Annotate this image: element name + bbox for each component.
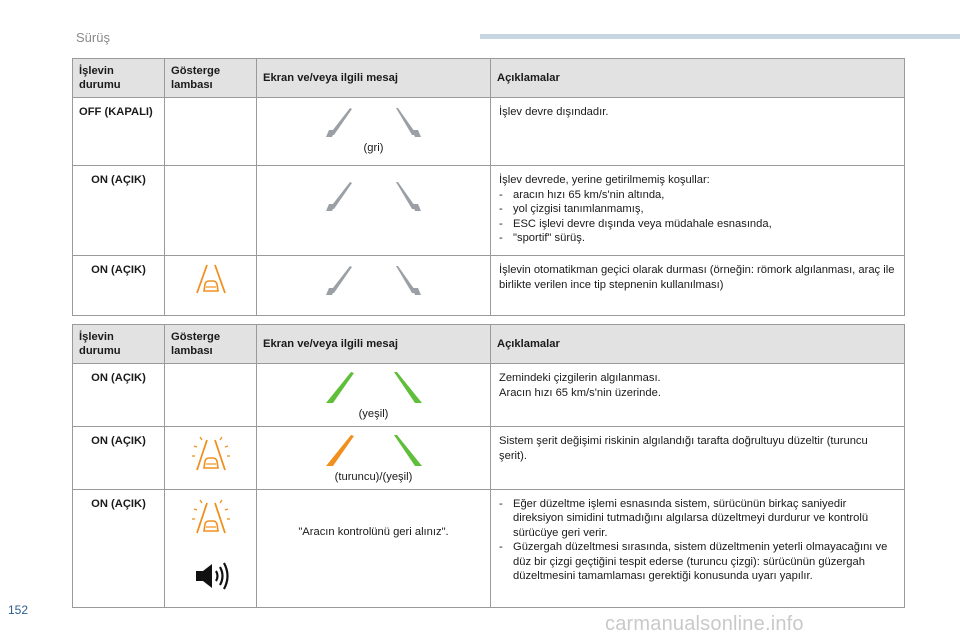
display-cell: [257, 256, 491, 316]
description-cell: Sistem şerit değişimi riskinin algılandığı tarafta doğrultuyu düzeltir (turuncu şerit).: [491, 427, 905, 490]
lane-lines-green-icon: [324, 371, 424, 405]
display-cell: [257, 364, 491, 427]
status-table-2: [72, 324, 905, 608]
header-notes: Açıklamalar: [491, 59, 905, 98]
description-cell: [491, 166, 905, 256]
display-caption: (yeşil): [358, 408, 389, 420]
description-cell: İşlev devre dışındadır.: [491, 98, 905, 166]
list-item: - yol çizgisi tanımlanmamış,: [499, 202, 898, 217]
header-display: Ekran ve/veya ilgili mesaj: [257, 325, 491, 364]
list-item: - "sportif" sürüş.: [499, 231, 898, 246]
state-cell: ON (AÇIK): [73, 256, 165, 316]
condition-list: [499, 188, 898, 246]
state-cell: ON (AÇIK): [73, 489, 165, 607]
table-row: [73, 364, 905, 427]
lane-departure-warning-icon: [190, 434, 232, 474]
table-row: [73, 166, 905, 256]
header-accent-bar: [480, 34, 960, 39]
table-row: [73, 489, 905, 607]
lane-lines-grey-icon: [324, 179, 424, 213]
status-table-1: [72, 58, 905, 316]
header-indicator: Gösterge lambası: [165, 59, 257, 98]
indicator-cell: [165, 364, 257, 427]
table-header-row: [73, 325, 905, 364]
display-cell: [257, 489, 491, 607]
state-cell: ON (AÇIK): [73, 166, 165, 256]
header-display: Ekran ve/veya ilgili mesaj: [257, 59, 491, 98]
list-item: - Güzergah düzeltmesi sırasında, sistem düzeltmenin yeterli olmayacağını ve düz bir çizgi geçtiğini tespit ederse (turuncu çizgi): sürücünün güzergah düzeltmesini tamamlaması gerektiği konusunda uyarı yapılır.: [499, 540, 898, 584]
description-cell: [491, 489, 905, 607]
watermark: carmanualsonline.info: [605, 613, 804, 635]
description-cell: Zemindeki çizgilerin algılanması. Aracın hızı 65 km/s'nin üzerinde.: [491, 364, 905, 427]
lane-departure-warning-icon: [190, 497, 232, 537]
display-message: "Aracın kontrolünü geri alınız".: [298, 525, 449, 538]
header-indicator: Gösterge lambası: [165, 325, 257, 364]
header-state: İşlevin durumu: [73, 59, 165, 98]
display-caption: (gri): [363, 142, 384, 154]
list-item: - aracın hızı 65 km/s'nin altında,: [499, 188, 898, 203]
notes-list: [499, 497, 898, 584]
section-title: Sürüş: [76, 30, 110, 45]
page-number: 152: [8, 603, 29, 617]
indicator-cell: [165, 489, 257, 607]
list-item: - Eğer düzeltme işlemi esnasında sistem, sürücünün birkaç saniyedir direksiyon simidini tutmadığını algılarsa düzeltmeyi durdurur ve kontrolü sürücüye geri verir.: [499, 497, 898, 541]
state-cell: OFF (KAPALI): [73, 98, 165, 166]
state-cell: ON (AÇIK): [73, 364, 165, 427]
description-intro: İşlev devrede, yerine getirilmemiş koşullar:: [499, 174, 710, 186]
speaker-sound-icon: [193, 561, 229, 591]
header-state: İşlevin durumu: [73, 325, 165, 364]
display-cell: [257, 427, 491, 490]
header-notes: Açıklamalar: [491, 325, 905, 364]
table-row: [73, 98, 905, 166]
lane-lines-grey-icon: [324, 105, 424, 139]
lane-lines-orange-green-icon: [324, 434, 424, 468]
indicator-cell: [165, 256, 257, 316]
indicator-cell: [165, 166, 257, 256]
display-cell: [257, 166, 491, 256]
list-item: - ESC işlevi devre dışında veya müdahale esnasında,: [499, 217, 898, 232]
lane-lines-grey-icon: [324, 263, 424, 297]
indicator-cell: [165, 98, 257, 166]
lane-keep-warning-icon: [194, 263, 228, 297]
state-cell: ON (AÇIK): [73, 427, 165, 490]
description-cell: İşlevin otomatikman geçici olarak durması (örneğin: römork algılanması, araç ile birlikte verilen ince tip stepnenin kullanılması): [491, 256, 905, 316]
display-cell: [257, 98, 491, 166]
table-header-row: [73, 59, 905, 98]
display-caption: (turuncu)/(yeşil): [334, 471, 413, 483]
table-row: [73, 427, 905, 490]
table-row: [73, 256, 905, 316]
indicator-cell: [165, 427, 257, 490]
